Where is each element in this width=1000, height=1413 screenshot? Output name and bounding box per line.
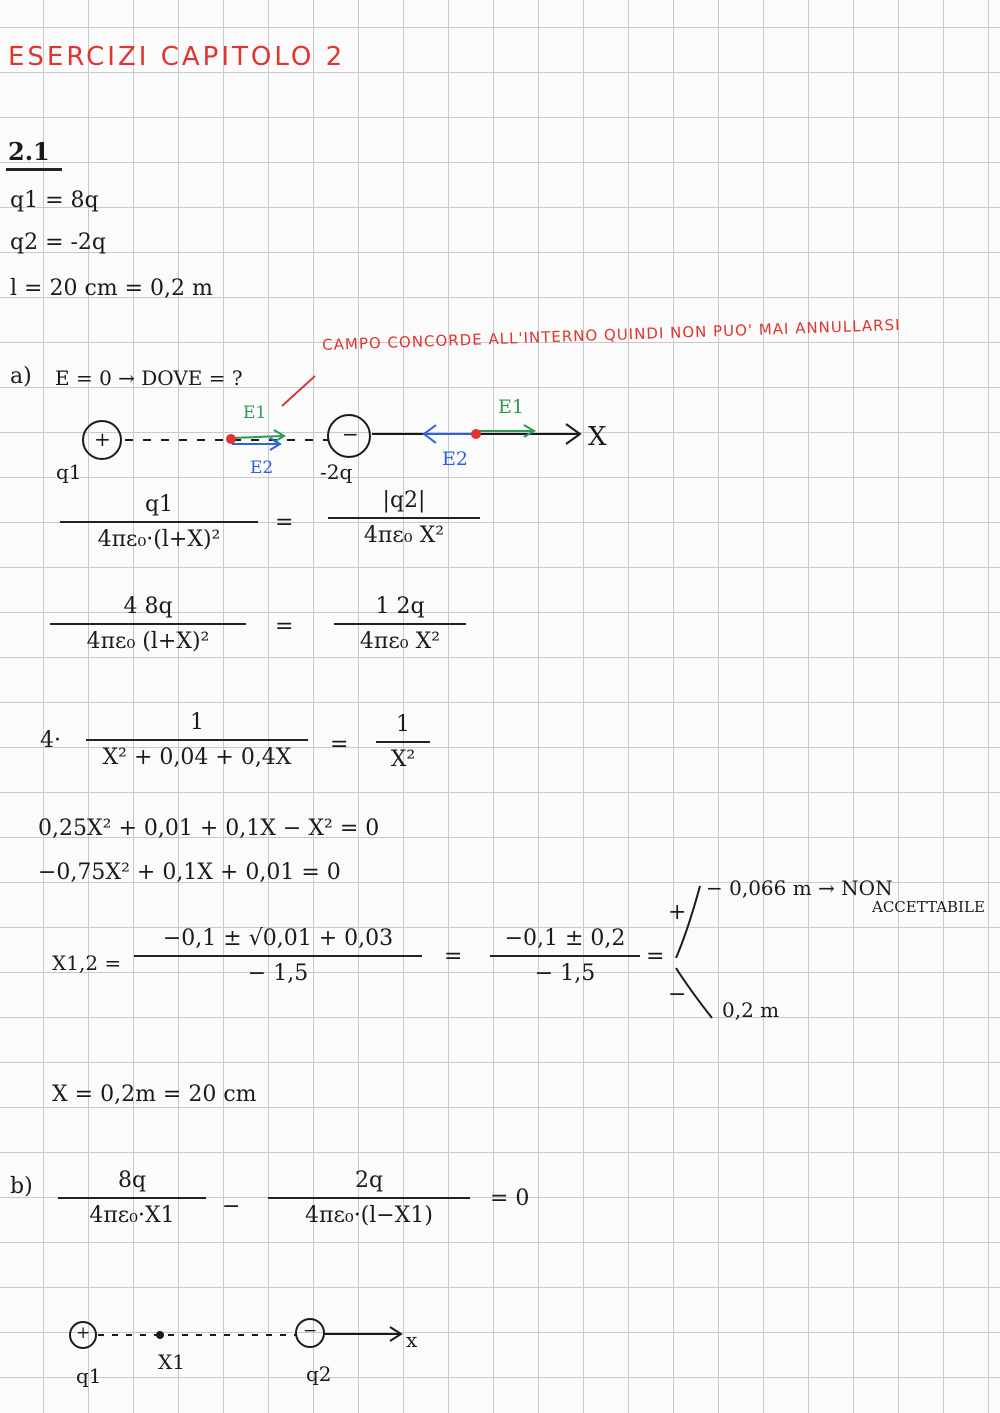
eq3-prefix: 4· (40, 728, 61, 753)
e2-left-label: E2 (250, 458, 274, 478)
eq3-lhs-denominator: X² + 0,04 + 0,4X (102, 745, 292, 771)
solution-2: 0,2 m (722, 998, 780, 1022)
solution-1: − 0,066 m → NON (706, 876, 893, 900)
axis-x-label: X (588, 422, 607, 452)
eq3-lhs-numerator: 1 (190, 710, 204, 735)
eq3-equals: = (330, 732, 349, 757)
eq3-rhs-denominator: X² (390, 747, 416, 773)
b-q2-label: q2 (306, 1362, 332, 1386)
eq3-lhs-fraction (86, 710, 308, 771)
quadratic-numerator-2: −0,1 ± 0,2 (504, 926, 626, 951)
b-q1-plus-sign: + (76, 1323, 91, 1343)
fraction-bar (58, 1197, 206, 1199)
e1-right-label: E1 (498, 396, 524, 418)
exercise-number: 2.1 (8, 137, 50, 166)
given-q2: q2 = -2q (10, 230, 107, 255)
b-q1-label: q1 (76, 1364, 102, 1388)
eq2-rhs-denominator: 4πε₀ X² (359, 629, 441, 655)
quadratic-fraction-2 (490, 926, 640, 987)
b-x1-label: X1 (158, 1350, 185, 1374)
part-a-question: E = 0 → DOVE = ? (55, 366, 243, 390)
eq1-lhs-numerator: q1 (144, 492, 174, 517)
solution-1-note: ACCETTABILE (872, 898, 985, 916)
fraction-bar (86, 739, 308, 741)
quadratic-numerator-1: −0,1 ± √0,01 + 0,03 (162, 926, 394, 951)
q1-label: q1 (56, 460, 82, 484)
e1-left-label: E1 (243, 403, 267, 423)
given-length: l = 20 cm = 0,2 m (10, 276, 213, 301)
part-b-numerator-1: 8q (117, 1168, 147, 1193)
eq1-rhs-denominator: 4πε₀ X² (363, 523, 445, 549)
eq1-equals: = (275, 510, 294, 535)
quadratic-equals-2: = (646, 944, 665, 969)
eq2-equals: = (275, 614, 294, 639)
quadratic-lhs: X1,2 = (52, 951, 122, 975)
eq2-lhs-denominator: 4πε₀ (l+X)² (86, 629, 210, 655)
eq3-rhs-fraction (376, 712, 430, 773)
part-a-result: X = 0,2m = 20 cm (52, 1082, 257, 1107)
quadratic-denominator-2: − 1,5 (534, 961, 596, 987)
given-q1: q1 = 8q (10, 188, 99, 213)
part-b-label: b) (10, 1174, 33, 1199)
part-b-equals-zero: = 0 (490, 1186, 530, 1211)
quadratic-equals-1: = (444, 944, 463, 969)
eq2-lhs-numerator: 4 8q (123, 594, 173, 619)
fraction-bar (268, 1197, 470, 1199)
solution-minus-sign: − (668, 982, 687, 1007)
q2-label: -2q (320, 460, 353, 484)
fraction-bar (328, 517, 480, 519)
equation-line-5: −0,75X² + 0,1X + 0,01 = 0 (38, 860, 341, 885)
part-b-denominator-2: 4πε₀·(l−X1) (305, 1203, 433, 1229)
part-b-fraction-1 (58, 1168, 206, 1229)
part-b-fraction-2 (268, 1168, 470, 1229)
fraction-bar (376, 741, 430, 743)
fraction-bar (50, 623, 246, 625)
eq1-rhs-fraction (328, 488, 480, 549)
quadratic-denominator-1: − 1,5 (247, 961, 309, 987)
page-title: ESERCIZI CAPITOLO 2 (8, 42, 346, 72)
fraction-bar (490, 955, 640, 957)
eq1-lhs-fraction (60, 492, 258, 553)
equation-line-4: 0,25X² + 0,01 + 0,1X − X² = 0 (38, 816, 380, 841)
b-axis-x-label: x (406, 1328, 418, 1352)
part-b-denominator-1: 4πε₀·X1 (89, 1203, 175, 1229)
fraction-bar (134, 955, 422, 957)
b-q2-minus-sign: − (303, 1321, 318, 1341)
eq2-rhs-numerator: 1 2q (375, 594, 425, 619)
q1-plus-sign: + (94, 427, 111, 451)
solution-plus-sign: + (668, 900, 687, 925)
part-b-numerator-2: 2q (354, 1168, 384, 1193)
eq2-rhs-fraction (334, 594, 466, 655)
part-a-label: a) (10, 364, 32, 389)
fraction-bar (334, 623, 466, 625)
eq3-rhs-numerator: 1 (396, 712, 410, 737)
eq1-lhs-denominator: 4πε₀·(l+X)² (97, 527, 221, 553)
e2-right-label: E2 (442, 448, 468, 470)
q2-minus-sign: − (342, 422, 359, 446)
eq1-rhs-numerator: |q2| (382, 488, 426, 513)
fraction-bar (60, 521, 258, 523)
eq2-lhs-fraction (50, 594, 246, 655)
part-b-minus: − (222, 1194, 241, 1219)
part-a-note: CAMPO CONCORDE ALL'INTERNO QUINDI NON PUO' MAI ANNULLARSI (321, 315, 901, 354)
quadratic-fraction-1 (134, 926, 422, 987)
